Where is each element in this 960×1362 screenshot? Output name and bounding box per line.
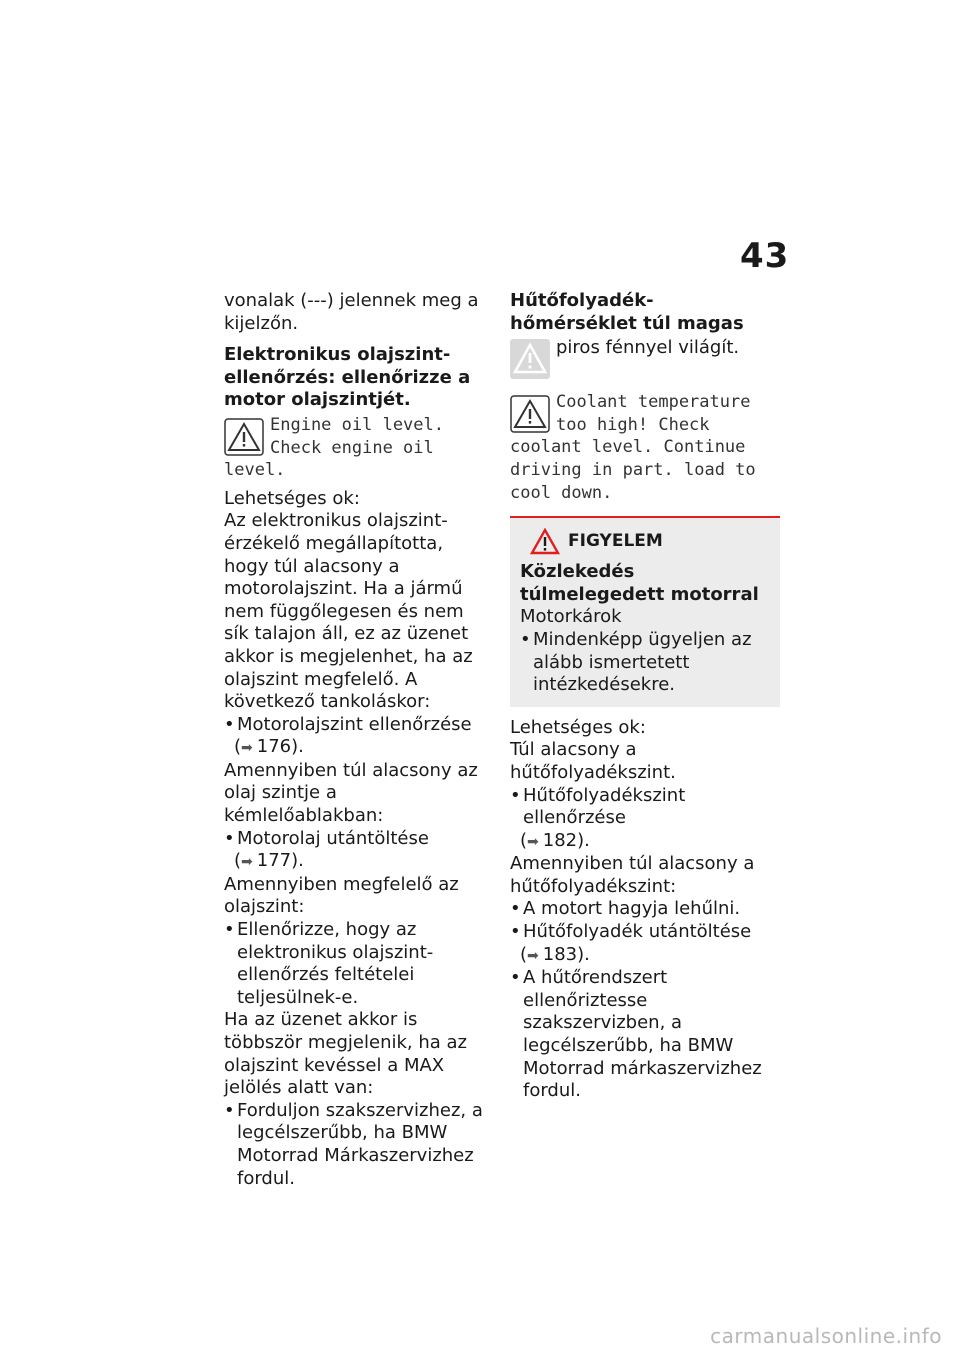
bullet-check-coolant: • Hűtőfolyadékszint ellenőrzése xyxy=(510,785,780,830)
notice-title: Közlekedés túlmelegedett motorral xyxy=(520,561,759,605)
left-column xyxy=(224,290,492,1190)
red-light-text: piros fénnyel világít. xyxy=(556,337,740,359)
oil-display-message: Engine oil level. Check engine oil level. xyxy=(224,414,444,481)
oil-level-heading: Elektronikus olajszint-ellenőrzés: ellenőrizze a motor olajszintjét. xyxy=(224,344,471,411)
arrow-right-icon: ➡ xyxy=(241,740,253,757)
arrow-right-icon: ➡ xyxy=(527,833,539,850)
arrow-right-icon: ➡ xyxy=(527,947,539,964)
bullet-check-conditions: • Ellenőrizze, hogy az elektronikus olajszint-ellenőrzés feltételei teljesülnek-e. xyxy=(224,919,492,1009)
coolant-low-text: Amennyiben túl alacsony a hűtőfolyadékszint: xyxy=(510,853,755,897)
bullet-top-up-coolant: • Hűtőfolyadék utántöltése xyxy=(510,921,780,944)
coolant-light-block xyxy=(510,337,780,383)
possible-cause-label: Lehetséges ok: xyxy=(510,716,646,738)
bullet-service-cooling-system: • A hűtőrendszert ellenőriztesse szakszervizben, a legcélszerűbb, ha BMW Motorrad márkaszervizhez fordul. xyxy=(510,967,780,1103)
coolant-heading: Hűtőfolyadék-hőmérséklet túl magas xyxy=(510,290,744,334)
oil-low-text: Amennyiben túl alacsony az olaj szintje a kémlelőablakban: xyxy=(224,759,478,827)
page-ref[interactable]: (➡ 176). xyxy=(224,736,492,760)
page-number: 43 xyxy=(740,236,790,276)
intro-text: vonalak (---) jelennek meg a kijelzőn. xyxy=(224,290,479,334)
page-ref[interactable]: (➡ 177). xyxy=(224,850,492,874)
bullet-check-oil: • Motorolajszint ellenőrzése xyxy=(224,714,492,737)
page-ref[interactable]: (➡ 182). xyxy=(510,830,780,854)
notice-label: FIGYELEM xyxy=(568,531,663,552)
arrow-right-icon: ➡ xyxy=(241,854,253,871)
repeat-message-text: Ha az üzenet akkor is többször megjelenik, ha az olajszint kevéssel a MAX jelölés alatt van: xyxy=(224,1009,467,1099)
bullet-top-up-oil: • Motorolaj utántöltése xyxy=(224,828,492,851)
page-ref[interactable]: (➡ 183). xyxy=(510,944,780,968)
notice-subtitle: Motorkárok xyxy=(520,606,622,628)
caution-notice xyxy=(510,516,780,707)
oil-warning-block xyxy=(224,414,492,482)
oil-ok-text: Amennyiben megfelelő az olajszint: xyxy=(224,873,459,918)
coolant-cause-text: Túl alacsony a hűtőfolyadékszint. xyxy=(510,739,676,783)
warning-triangle-icon xyxy=(510,395,550,433)
caution-triangle-icon xyxy=(530,528,560,555)
bullet-contact-service: • Forduljon szakszervizhez, a legcélszerűbb, ha BMW Motorrad Márkaszervizhez fordul. xyxy=(224,1100,492,1190)
warning-triangle-icon xyxy=(224,418,264,456)
footer-watermark: carmanualsonline.info xyxy=(710,1324,942,1348)
possible-cause-label: Lehetséges ok: xyxy=(224,487,360,509)
warning-light-icon xyxy=(510,339,550,379)
coolant-warning-block xyxy=(510,391,780,504)
oil-cause-text: Az elektronikus olajszint-érzékelő megállapította, hogy túl alacsony a motorolajszint. Ha a jármű nem függőlegesen és nem sík talajon áll, ez az üzenet akkor is megjelenhet, ha az olajszint megfelelő. A következő tankoláskor: xyxy=(224,510,473,713)
right-column xyxy=(510,290,780,1103)
coolant-display-message: Coolant temperature too high! Check coolant level. Continue driving in part. load to cool down. xyxy=(510,392,756,503)
notice-header xyxy=(530,528,770,555)
notice-bullet: • Mindenképp ügyeljen az alább ismertetett intézkedésekre. xyxy=(520,629,770,697)
bullet-let-engine-cool: • A motort hagyja lehűlni. xyxy=(510,898,780,921)
